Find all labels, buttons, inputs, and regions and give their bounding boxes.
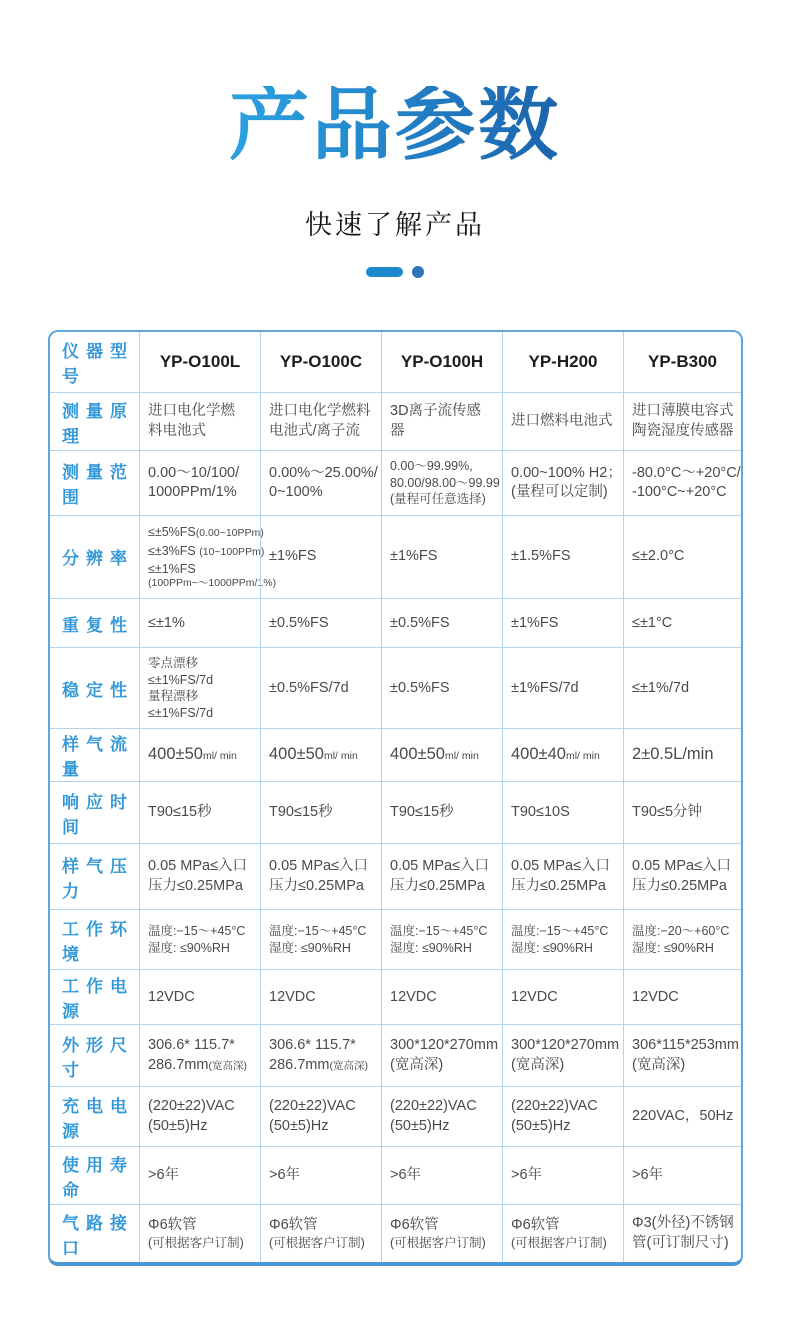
cell-line: 12VDC bbox=[269, 988, 316, 1005]
cell-line: (量程可以定制) bbox=[511, 483, 608, 500]
row-label-cell bbox=[50, 598, 139, 647]
model-name: YP-O100L bbox=[159, 352, 241, 371]
model-name: YP-O100H bbox=[400, 352, 484, 371]
table-row bbox=[50, 450, 741, 515]
spec-cell bbox=[260, 1024, 381, 1086]
cell-line: 压力≤0.25MPa bbox=[632, 877, 727, 894]
cell-line: (宽高深) bbox=[632, 1056, 686, 1073]
cell-line: 12VDC bbox=[511, 988, 558, 1005]
cell-line: 温度:−15～+45°C bbox=[390, 924, 488, 939]
cell-line-part: 286.7mm bbox=[269, 1056, 330, 1073]
model-header-YP-O100C bbox=[260, 332, 381, 392]
cell-line: ±0.5%FS/7d bbox=[269, 679, 349, 696]
row-label-cell bbox=[50, 1024, 139, 1086]
spec-cell bbox=[502, 515, 623, 599]
row-label: 工作环境 bbox=[62, 919, 127, 964]
spec-cell bbox=[623, 1024, 741, 1086]
spec-cell bbox=[623, 1204, 741, 1262]
corner-label: 仪器型号 bbox=[62, 342, 127, 386]
spec-cell bbox=[623, 1086, 741, 1146]
cell-line: 12VDC bbox=[148, 988, 195, 1005]
row-label-cell bbox=[50, 969, 139, 1024]
cell-line: 0.00～99.99%, bbox=[390, 459, 473, 473]
page-subtitle: 快速了解产品 bbox=[305, 210, 485, 240]
cell-line: (50±5)Hz bbox=[511, 1117, 571, 1134]
spec-cell bbox=[623, 969, 741, 1024]
row-label-cell bbox=[50, 1146, 139, 1204]
cell-line: 0.05 MPa≤入口 bbox=[148, 858, 248, 875]
cell-line: 进口电化学燃 bbox=[148, 403, 235, 420]
cell-line: 0.00~100% H2； bbox=[511, 464, 622, 481]
cell-line-part: (0.00~10PPm) bbox=[195, 526, 264, 539]
spec-cell bbox=[623, 728, 741, 781]
cell-line-part: 400±50 bbox=[269, 745, 324, 764]
cell-line: Φ6软管 bbox=[390, 1216, 439, 1233]
spec-cell bbox=[502, 598, 623, 647]
cell-line: ±1.5%FS bbox=[511, 548, 571, 565]
cell-line: 220VAC，50Hz bbox=[632, 1108, 734, 1125]
spec-cell bbox=[139, 1204, 260, 1262]
cell-line: 管(可订制尺寸) bbox=[632, 1234, 729, 1251]
spec-cell bbox=[260, 647, 381, 728]
cell-line-part: (10~100PPm) bbox=[199, 545, 265, 558]
model-header-YP-B300 bbox=[623, 332, 741, 392]
cell-line: T90≤10S bbox=[511, 804, 570, 821]
row-label: 分辨率 bbox=[62, 549, 127, 569]
cell-line-part: ml/ min bbox=[565, 750, 600, 763]
cell-line: Φ6软管 bbox=[269, 1216, 318, 1233]
model-name: YP-H200 bbox=[528, 352, 598, 371]
cell-line: -100°C~+20°C bbox=[632, 483, 727, 500]
table-row bbox=[50, 843, 741, 909]
cell-line: 湿度: ≤90%RH bbox=[511, 940, 593, 955]
cell-line: (220±22)VAC bbox=[148, 1098, 235, 1115]
cell-line: 0.00%～25.00%/ bbox=[269, 464, 378, 481]
spec-cell bbox=[381, 728, 502, 781]
cell-line: ≤±1%FS bbox=[148, 561, 196, 576]
spec-cell bbox=[139, 843, 260, 909]
cell-line: 进口燃料电池式 bbox=[511, 412, 613, 429]
spec-cell bbox=[623, 781, 741, 843]
cell-line: 306*115*253mm bbox=[632, 1037, 739, 1054]
cell-line: ≤±1% bbox=[148, 614, 185, 631]
cell-line: T90≤15秒 bbox=[390, 804, 454, 821]
spec-cell bbox=[139, 392, 260, 450]
cell-line: (宽高深) bbox=[511, 1056, 565, 1073]
cell-line: 温度:−20～+60°C bbox=[632, 924, 730, 939]
cell-line: (量程可任意选择) bbox=[390, 492, 486, 506]
spec-cell bbox=[139, 647, 260, 728]
row-label: 样气压力 bbox=[62, 856, 127, 901]
cell-line: (220±22)VAC bbox=[390, 1098, 477, 1115]
row-label: 工作电源 bbox=[62, 977, 127, 1022]
spec-cell bbox=[381, 598, 502, 647]
spec-cell bbox=[260, 598, 381, 647]
table-row bbox=[50, 728, 741, 781]
cell-line-part: 400±50 bbox=[390, 745, 445, 764]
row-label: 测量原理 bbox=[62, 401, 127, 446]
spec-cell bbox=[502, 1024, 623, 1086]
cell-line: T90≤15秒 bbox=[148, 804, 212, 821]
cell-line: 进口电化学燃料 bbox=[269, 403, 371, 420]
row-label: 使用寿命 bbox=[62, 1155, 127, 1200]
cell-line: 进口薄膜电容式 bbox=[632, 403, 734, 420]
spec-cell bbox=[260, 781, 381, 843]
spec-cell bbox=[260, 843, 381, 909]
spec-cell bbox=[623, 909, 741, 969]
cell-line: 306.6* 115.7* bbox=[148, 1037, 235, 1054]
spec-cell bbox=[381, 515, 502, 599]
row-label-cell bbox=[50, 450, 139, 515]
cell-line: 器 bbox=[390, 422, 405, 439]
cell-line: 料电池式 bbox=[148, 422, 206, 439]
model-header-YP-H200 bbox=[502, 332, 623, 392]
cell-line: 306.6* 115.7* bbox=[269, 1037, 356, 1054]
spec-cell bbox=[139, 728, 260, 781]
spec-cell bbox=[502, 647, 623, 728]
cell-line: ±0.5%FS bbox=[390, 614, 450, 631]
cell-line bbox=[390, 744, 499, 766]
cell-line: (100PPm~～1000PPm/1%) bbox=[148, 577, 277, 590]
row-label-cell bbox=[50, 728, 139, 781]
cell-line-part: (宽高深) bbox=[208, 1059, 247, 1072]
spec-cell bbox=[260, 909, 381, 969]
cell-line: 0.00～10/100/ bbox=[148, 464, 240, 481]
cell-line: 300*120*270mm bbox=[511, 1037, 620, 1054]
cell-line-part: ≤±3%FS bbox=[148, 543, 200, 558]
spec-cell bbox=[502, 392, 623, 450]
cell-line: 12VDC bbox=[632, 988, 679, 1005]
spec-cell bbox=[623, 598, 741, 647]
spec-cell bbox=[623, 392, 741, 450]
spec-cell bbox=[502, 781, 623, 843]
cell-line: 压力≤0.25MPa bbox=[148, 877, 243, 894]
cell-line: 陶瓷湿度传感器 bbox=[632, 422, 734, 439]
cell-line: ±1%FS bbox=[269, 548, 317, 565]
cell-line: ±1%FS/7d bbox=[511, 679, 579, 696]
row-label: 稳定性 bbox=[62, 680, 127, 700]
spec-cell bbox=[260, 450, 381, 515]
spec-cell bbox=[139, 450, 260, 515]
cell-line-part: ml/ min bbox=[444, 750, 479, 763]
cell-line: ≤±1%FS/7d bbox=[148, 705, 214, 720]
spec-cell bbox=[139, 515, 277, 599]
hero-section bbox=[0, 0, 790, 278]
table-row bbox=[50, 1146, 741, 1204]
spec-cell bbox=[381, 909, 502, 969]
cell-line: 湿度: ≤90%RH bbox=[148, 940, 230, 955]
spec-cell bbox=[381, 450, 502, 515]
model-name: YP-O100C bbox=[279, 352, 363, 371]
spec-cell bbox=[139, 781, 260, 843]
model-name: YP-B300 bbox=[648, 352, 717, 371]
cell-line: 1000PPm/1% bbox=[148, 483, 237, 500]
table-row bbox=[50, 1204, 741, 1262]
spec-cell bbox=[502, 1204, 623, 1262]
model-header-YP-O100H bbox=[381, 332, 502, 392]
spec-cell bbox=[381, 1024, 502, 1086]
spec-cell bbox=[260, 515, 381, 599]
accent-dash-icon bbox=[366, 267, 403, 277]
spec-cell bbox=[381, 969, 502, 1024]
row-label: 重复性 bbox=[62, 615, 127, 635]
cell-line: ≤±2.0°C bbox=[632, 548, 685, 565]
table-header-row bbox=[50, 332, 741, 392]
cell-line: >6年 bbox=[511, 1167, 543, 1184]
cell-line: (宽高深) bbox=[390, 1056, 444, 1073]
cell-line: (50±5)Hz bbox=[269, 1117, 329, 1134]
cell-line-part: (宽高深) bbox=[329, 1059, 368, 1072]
cell-line-part: ≤±5%FS bbox=[148, 524, 196, 539]
cell-line: 压力≤0.25MPa bbox=[511, 877, 606, 894]
cell-line: (50±5)Hz bbox=[390, 1117, 450, 1134]
row-label-cell bbox=[50, 1086, 139, 1146]
spec-cell bbox=[260, 1204, 381, 1262]
cell-line-part: ml/ min bbox=[202, 750, 237, 763]
cell-line bbox=[148, 1056, 257, 1075]
table-row bbox=[50, 909, 741, 969]
spec-cell bbox=[502, 450, 623, 515]
cell-line: 温度:−15～+45°C bbox=[148, 924, 246, 939]
spec-cell bbox=[502, 843, 623, 909]
table-row bbox=[50, 1024, 741, 1086]
spec-cell bbox=[139, 598, 260, 647]
cell-line: ±0.5%FS bbox=[390, 679, 450, 696]
cell-line: ±1%FS bbox=[511, 614, 559, 631]
row-label: 外形尺寸 bbox=[62, 1035, 127, 1080]
accent-dot-icon bbox=[412, 266, 424, 278]
cell-line: 300*120*270mm bbox=[390, 1037, 499, 1054]
cell-line: T90≤15秒 bbox=[269, 804, 333, 821]
cell-line: (220±22)VAC bbox=[511, 1098, 598, 1115]
cell-line: 0~100% bbox=[269, 483, 323, 500]
cell-line: 0.05 MPa≤入口 bbox=[511, 858, 611, 875]
spec-cell bbox=[623, 647, 741, 728]
row-label-cell bbox=[50, 1204, 139, 1262]
cell-line: 零点漂移 bbox=[148, 656, 199, 671]
spec-cell bbox=[139, 1086, 260, 1146]
spec-cell bbox=[139, 1024, 260, 1086]
spec-table bbox=[48, 330, 743, 1266]
spec-cell bbox=[139, 1146, 260, 1204]
row-label-cell bbox=[50, 843, 139, 909]
spec-cell bbox=[381, 843, 502, 909]
cell-line: (220±22)VAC bbox=[269, 1098, 356, 1115]
row-label: 测量范围 bbox=[62, 462, 127, 507]
spec-cell bbox=[502, 1086, 623, 1146]
cell-line: (可根据客户订制) bbox=[148, 1235, 244, 1250]
row-label: 充电电源 bbox=[62, 1096, 127, 1141]
spec-cell bbox=[502, 1146, 623, 1204]
table-row bbox=[50, 647, 741, 728]
spec-cell bbox=[139, 969, 260, 1024]
cell-line: 3D离子流传感 bbox=[390, 403, 482, 420]
cell-line: ±0.5%FS bbox=[269, 614, 329, 631]
row-label-cell bbox=[50, 909, 139, 969]
spec-cell bbox=[381, 1204, 502, 1262]
cell-line: 0.05 MPa≤入口 bbox=[632, 858, 732, 875]
cell-line-part: ml/ min bbox=[323, 750, 358, 763]
model-header-YP-O100L bbox=[139, 332, 260, 392]
row-label-cell bbox=[50, 781, 139, 843]
cell-line: -80.0°C～+20°C/ bbox=[632, 464, 741, 481]
cell-line: Φ3(外径)不锈钢 bbox=[632, 1215, 734, 1232]
spec-cell bbox=[623, 515, 741, 599]
cell-line: 压力≤0.25MPa bbox=[269, 877, 364, 894]
row-label-cell bbox=[50, 392, 139, 450]
spec-cell bbox=[502, 969, 623, 1024]
spec-cell bbox=[623, 1146, 741, 1204]
spec-cell bbox=[381, 392, 502, 450]
cell-line: (可根据客户订制) bbox=[511, 1235, 607, 1250]
table-row bbox=[50, 515, 741, 599]
cell-line bbox=[269, 1056, 378, 1075]
spec-cell bbox=[623, 450, 741, 515]
cell-line bbox=[269, 744, 378, 766]
spec-cell bbox=[260, 728, 381, 781]
cell-line: (可根据客户订制) bbox=[390, 1235, 486, 1250]
cell-line: >6年 bbox=[390, 1167, 422, 1184]
cell-line: (可根据客户订制) bbox=[269, 1235, 365, 1250]
spec-cell bbox=[623, 843, 741, 909]
cell-line: 温度:−15～+45°C bbox=[511, 924, 609, 939]
table-row bbox=[50, 781, 741, 843]
title-accent bbox=[0, 266, 790, 278]
cell-line bbox=[148, 744, 257, 766]
cell-line: 12VDC bbox=[390, 988, 437, 1005]
cell-line: ≤±1°C bbox=[632, 614, 673, 631]
row-label-cell bbox=[50, 647, 139, 728]
spec-cell bbox=[260, 1146, 381, 1204]
cell-line: >6年 bbox=[148, 1167, 180, 1184]
cell-line: 电池式/离子流 bbox=[269, 422, 361, 439]
cell-line: 湿度: ≤90%RH bbox=[269, 940, 351, 955]
cell-line: >6年 bbox=[632, 1167, 664, 1184]
cell-line bbox=[511, 744, 620, 766]
spec-cell bbox=[381, 1146, 502, 1204]
corner-label-cell bbox=[50, 332, 139, 392]
spec-cell bbox=[139, 909, 260, 969]
spec-cell bbox=[381, 781, 502, 843]
row-label: 气路接口 bbox=[62, 1213, 127, 1258]
cell-line: 80.00/98.00～99.99 bbox=[390, 475, 500, 490]
cell-line: 量程漂移 bbox=[148, 689, 199, 704]
cell-line bbox=[148, 542, 265, 561]
cell-line: 2±0.5L/min bbox=[632, 745, 714, 764]
row-label-cell bbox=[50, 515, 139, 599]
cell-line: ≤±1%FS/7d bbox=[148, 672, 214, 687]
spec-cell bbox=[381, 1086, 502, 1146]
cell-line-part: 400±40 bbox=[511, 745, 566, 764]
table-row bbox=[50, 1086, 741, 1146]
cell-line: (50±5)Hz bbox=[148, 1117, 208, 1134]
cell-line: 0.05 MPa≤入口 bbox=[269, 858, 369, 875]
cell-line: ≤±1%/7d bbox=[632, 679, 690, 696]
spec-cell bbox=[260, 969, 381, 1024]
cell-line: T90≤5分钟 bbox=[632, 804, 703, 821]
cell-line bbox=[148, 523, 264, 542]
cell-line-part: 286.7mm bbox=[148, 1056, 209, 1073]
page-title: 产品参数 bbox=[229, 82, 561, 170]
cell-line: 温度:−15～+45°C bbox=[269, 924, 367, 939]
row-label: 样气流量 bbox=[62, 735, 127, 780]
cell-line: Φ6软管 bbox=[511, 1216, 560, 1233]
cell-line: 湿度: ≤90%RH bbox=[632, 940, 714, 955]
table-row bbox=[50, 392, 741, 450]
cell-line: 压力≤0.25MPa bbox=[390, 877, 485, 894]
cell-line: 0.05 MPa≤入口 bbox=[390, 858, 490, 875]
spec-cell bbox=[260, 392, 381, 450]
cell-line: >6年 bbox=[269, 1167, 301, 1184]
cell-line: ±1%FS bbox=[390, 548, 438, 565]
cell-line: Φ6软管 bbox=[148, 1216, 197, 1233]
row-label: 响应时间 bbox=[62, 792, 127, 837]
cell-line-part: 400±50 bbox=[148, 745, 203, 764]
table-row bbox=[50, 598, 741, 647]
spec-cell bbox=[502, 909, 623, 969]
cell-line: 湿度: ≤90%RH bbox=[390, 940, 472, 955]
spec-cell bbox=[381, 647, 502, 728]
table-row bbox=[50, 969, 741, 1024]
spec-cell bbox=[502, 728, 623, 781]
spec-cell bbox=[260, 1086, 381, 1146]
